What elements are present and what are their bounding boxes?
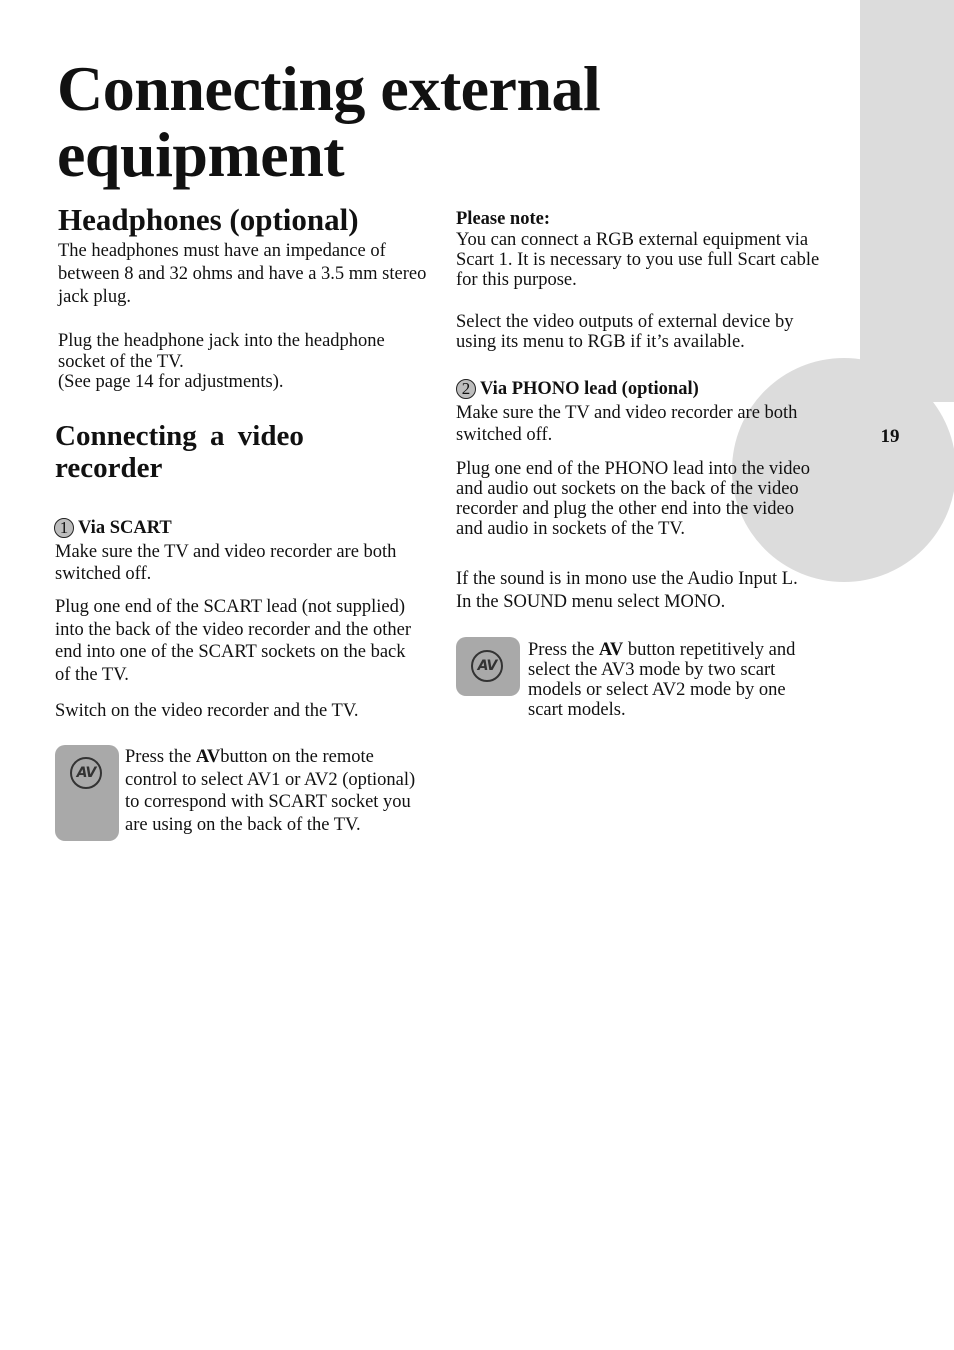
headphones-heading: Headphones (optional) (58, 202, 359, 237)
headphones-plug-text: Plug the headphone jack into the headphone socket of the TV. (58, 331, 385, 372)
side-tab-strip (860, 0, 954, 402)
via-scart-subheading (54, 517, 172, 539)
note-video-outputs-text: Select the video outputs of external device by using its menu to RGB if it’s available. (456, 312, 794, 352)
video-recorder-heading: Connecting a video recorder (55, 420, 304, 484)
phono-mono-text: If the sound is in mono use the Audio Input L. In the SOUND menu select MONO. (456, 569, 798, 612)
scart-av-instruction: Press the AVbutton on the remote control to select AV1 or AV2 (optional) to correspond with SCART socket you are using on the back of the TV. (125, 747, 416, 835)
phono-switch-off-text: Make sure the TV and video recorder are both switched off. (456, 403, 798, 445)
av-button-tile (55, 745, 119, 841)
phono-plug-text: Plug one end of the PHONO lead into the video and audio out sockets on the back of the video recorder and plug the other end into the video and audio in sockets of the TV. (456, 459, 811, 539)
scart-plug-text: Plug one end of the SCART lead (not supplied) into the back of the video recorder and the other end into one of the SCART sockets on the back of the TV. (55, 597, 411, 685)
step-one-badge: 1 (54, 518, 74, 538)
please-note-heading: Please note: (456, 209, 551, 229)
headphones-see-page-text: (See page 14 for adjustments). (58, 372, 284, 392)
headphones-impedance-text: The headphones must have an impedance of between 8 and 32 ohms and have a 3.5 mm stereo jack plug. (58, 241, 427, 307)
scart-switch-off-text: Make sure the TV and video recorder are both switched off. (55, 542, 397, 584)
via-scart-label: Via SCART (78, 518, 172, 538)
av-button-icon: AV (471, 650, 503, 682)
av-key-label: AV (598, 640, 624, 660)
av-button-tile (456, 637, 520, 696)
note-rgb-text: You can connect a RGB external equipment via Scart 1. It is necessary to you use full Scart cable for this purpose. (456, 230, 820, 290)
step-two-badge: 2 (456, 379, 476, 399)
page-title: Connecting external equipment (57, 53, 601, 190)
via-phono-label: Via PHONO lead (optional) (480, 379, 699, 399)
phono-av-instruction: Press the AV button repetitively and select the AV3 mode by two scart models or select AV2 mode by one scart models. (528, 640, 796, 720)
av-key-label: AV (195, 747, 221, 767)
via-phono-subheading (456, 378, 699, 400)
scart-switch-on-text: Switch on the video recorder and the TV. (55, 701, 359, 721)
page-number: 19 (880, 426, 900, 447)
av-button-icon: AV (70, 757, 102, 789)
